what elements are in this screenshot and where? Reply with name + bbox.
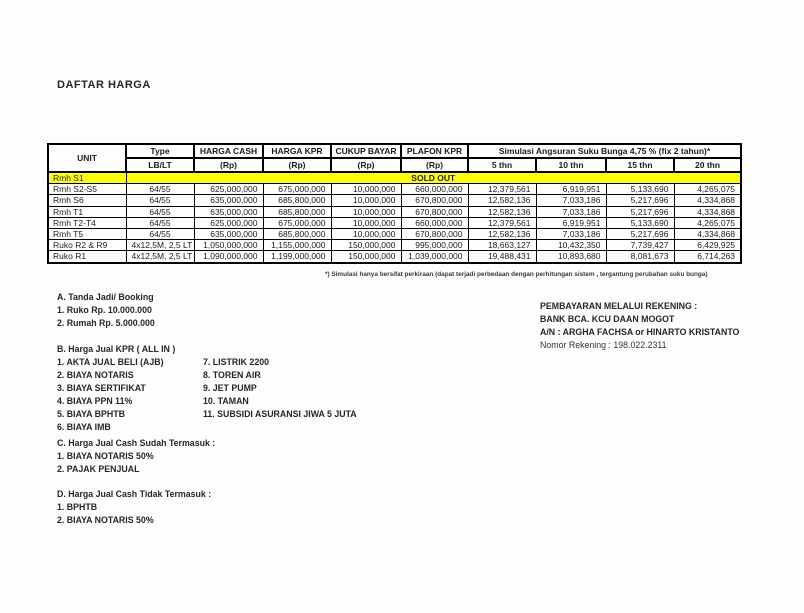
angsuran-15thn-cell: 7,739,427 — [606, 240, 674, 251]
unit-cell: Rmh S2-S5 — [48, 184, 126, 195]
angsuran-5thn-cell: 12,582,136 — [468, 229, 536, 240]
angsuran-10thn-cell: 10,893,680 — [536, 251, 606, 263]
list-item: 1. AKTA JUAL BELI (AJB) — [57, 357, 164, 367]
cukup-bayar-cell: 10,000,000 — [331, 217, 401, 228]
header-rp-cukup: (Rp) — [331, 158, 401, 172]
header-type: Type — [126, 144, 194, 158]
table-footnote: *) Simulasi hanya bersifat perkiraan (dapat terjadi perbedaan dengan perhitungan sistem , tergantung perubahan suku bunga) — [325, 271, 708, 278]
type-cell: 64/55 — [126, 229, 194, 240]
plafon-kpr-cell: 660,000,000 — [401, 184, 468, 195]
type-cell: 4x12,5M, 2,5 LT — [126, 251, 194, 263]
plafon-kpr-cell: 670,800,000 — [401, 229, 468, 240]
section-cash-excluded-items — [57, 501, 211, 527]
section-booking — [57, 291, 155, 330]
sold-out-banner: SOLD OUT — [126, 172, 741, 184]
header-lblt: LB/LT — [126, 158, 194, 172]
section-cash-excluded-title: D. Harga Jual Cash Tidak Termasuk : — [57, 489, 212, 499]
harga-kpr-cell: 675,000,000 — [263, 184, 331, 195]
harga-kpr-cell: 685,800,000 — [263, 206, 331, 217]
cukup-bayar-cell: 10,000,000 — [331, 229, 401, 240]
list-item: 2. Rumah Rp. 5.000.000 — [57, 318, 155, 328]
list-item: 11. SUBSIDI ASURANSI JIWA 5 JUTA — [203, 409, 357, 419]
harga-cash-cell: 635,000,000 — [194, 195, 263, 206]
header-rp-plafon: (Rp) — [401, 158, 468, 172]
harga-cash-cell: 625,000,000 — [194, 184, 263, 195]
angsuran-20thn-cell: 6,429,925 — [674, 240, 741, 251]
list-item: 2. BIAYA NOTARIS 50% — [57, 515, 154, 525]
header-rp-cash: (Rp) — [194, 158, 263, 172]
list-item: 10. TAMAN — [203, 396, 249, 406]
section-kpr-items-1 — [57, 356, 203, 434]
table-row — [48, 240, 741, 251]
angsuran-20thn-cell: 4,334,868 — [674, 206, 741, 217]
unit-cell: Rmh S1 — [48, 172, 126, 184]
header-unit: UNIT — [48, 144, 126, 172]
section-booking-items — [57, 304, 155, 330]
list-item: 6. BIAYA IMB — [57, 422, 111, 432]
price-table-header — [48, 144, 741, 172]
plafon-kpr-cell: 1,039,000,000 — [401, 251, 468, 263]
harga-kpr-cell: 685,800,000 — [263, 229, 331, 240]
unit-cell: Rmh T1 — [48, 206, 126, 217]
section-kpr-col1 — [57, 343, 203, 434]
angsuran-20thn-cell: 4,334,868 — [674, 195, 741, 206]
type-cell: 64/55 — [126, 206, 194, 217]
angsuran-15thn-cell: 5,133,690 — [606, 184, 674, 195]
section-cash-included-title: C. Harga Jual Cash Sudah Termasuk : — [57, 438, 216, 448]
unit-cell: Rmh S6 — [48, 195, 126, 206]
angsuran-10thn-cell: 10,432,350 — [536, 240, 606, 251]
angsuran-5thn-cell: 19,488,431 — [468, 251, 536, 263]
payment-account-number: Nomor Rekening : 198.022.2311 — [540, 340, 667, 350]
cukup-bayar-cell: 150,000,000 — [331, 251, 401, 263]
harga-cash-cell: 625,000,000 — [194, 217, 263, 228]
section-kpr-title: B. Harga Jual KPR ( ALL IN ) — [57, 344, 176, 354]
angsuran-20thn-cell: 6,714,263 — [674, 251, 741, 263]
angsuran-20thn-cell: 4,265,075 — [674, 184, 741, 195]
header-harga-cash: HARGA CASH — [194, 144, 263, 158]
header-tenor-15: 15 thn — [606, 158, 674, 172]
payment-heading: PEMBAYARAN MELALUI REKENING : — [540, 301, 698, 311]
angsuran-15thn-cell: 5,217,696 — [606, 195, 674, 206]
header-cukup-bayar: CUKUP BAYAR — [331, 144, 401, 158]
list-item: 2. PAJAK PENJUAL — [57, 464, 140, 474]
angsuran-10thn-cell: 7,033,186 — [536, 206, 606, 217]
table-row — [48, 229, 741, 240]
angsuran-15thn-cell: 8,081,673 — [606, 251, 674, 263]
unit-cell: Rmh T5 — [48, 229, 126, 240]
angsuran-10thn-cell: 7,033,186 — [536, 229, 606, 240]
unit-cell: Ruko R2 & R9 — [48, 240, 126, 251]
plafon-kpr-cell: 670,800,000 — [401, 195, 468, 206]
harga-cash-cell: 635,000,000 — [194, 206, 263, 217]
angsuran-10thn-cell: 6,919,951 — [536, 217, 606, 228]
list-item: 1. BPHTB — [57, 502, 98, 512]
price-table-body — [48, 172, 741, 263]
angsuran-20thn-cell: 4,265,075 — [674, 217, 741, 228]
cukup-bayar-cell: 10,000,000 — [331, 184, 401, 195]
plafon-kpr-cell: 660,000,000 — [401, 217, 468, 228]
angsuran-5thn-cell: 12,582,136 — [468, 206, 536, 217]
angsuran-15thn-cell: 5,217,696 — [606, 229, 674, 240]
page-title: DAFTAR HARGA — [57, 79, 151, 91]
list-item: 8. TOREN AIR — [203, 370, 261, 380]
harga-cash-cell: 635,000,000 — [194, 229, 263, 240]
table-row — [48, 195, 741, 206]
list-item: 3. BIAYA SERTIFIKAT — [57, 383, 146, 393]
plafon-kpr-cell: 670,800,000 — [401, 206, 468, 217]
unit-cell: Rmh T2-T4 — [48, 217, 126, 228]
section-cash-included — [57, 437, 215, 476]
angsuran-10thn-cell: 7,033,186 — [536, 195, 606, 206]
list-item: 4. BIAYA PPN 11% — [57, 396, 133, 406]
cukup-bayar-cell: 150,000,000 — [331, 240, 401, 251]
payment-bank: BANK BCA. KCU DAAN MOGOT — [540, 314, 675, 324]
type-cell: 64/55 — [126, 195, 194, 206]
section-booking-title: A. Tanda Jadi/ Booking — [57, 292, 154, 302]
angsuran-15thn-cell: 5,133,690 — [606, 217, 674, 228]
harga-kpr-cell: 1,199,000,000 — [263, 251, 331, 263]
header-harga-kpr: HARGA KPR — [263, 144, 331, 158]
harga-kpr-cell: 675,000,000 — [263, 217, 331, 228]
cukup-bayar-cell: 10,000,000 — [331, 206, 401, 217]
header-tenor-10: 10 thn — [536, 158, 606, 172]
price-table — [47, 143, 742, 264]
type-cell: 4x12,5M, 2,5 LT — [126, 240, 194, 251]
harga-kpr-cell: 685,800,000 — [263, 195, 331, 206]
table-row — [48, 251, 741, 263]
table-row — [48, 206, 741, 217]
angsuran-10thn-cell: 6,919,951 — [536, 184, 606, 195]
harga-cash-cell: 1,090,000,000 — [194, 251, 263, 263]
payment-account-name: A/N : ARGHA FACHSA or HINARTO KRISTANTO — [540, 327, 740, 337]
list-item: 9. JET PUMP — [203, 383, 257, 393]
angsuran-5thn-cell: 12,379,561 — [468, 184, 536, 195]
angsuran-20thn-cell: 4,334,868 — [674, 229, 741, 240]
list-item: 5. BIAYA BPHTB — [57, 409, 125, 419]
angsuran-5thn-cell: 12,379,561 — [468, 217, 536, 228]
plafon-kpr-cell: 995,000,000 — [401, 240, 468, 251]
section-kpr-col2 — [203, 356, 357, 434]
angsuran-15thn-cell: 5,217,696 — [606, 206, 674, 217]
header-tenor-5: 5 thn — [468, 158, 536, 172]
section-cash-excluded — [57, 488, 211, 527]
angsuran-5thn-cell: 18,663,127 — [468, 240, 536, 251]
harga-cash-cell: 1,050,000,000 — [194, 240, 263, 251]
header-simulasi: Simulasi Angsuran Suku Bunga 4,75 % (fix 2 tahun)* — [468, 144, 741, 158]
type-cell: 64/55 — [126, 217, 194, 228]
list-item: 7. LISTRIK 2200 — [203, 357, 270, 367]
list-item: 1. BIAYA NOTARIS 50% — [57, 451, 154, 461]
section-kpr — [57, 343, 357, 434]
cukup-bayar-cell: 10,000,000 — [331, 195, 401, 206]
unit-cell: Ruko R1 — [48, 251, 126, 263]
section-cash-included-items — [57, 450, 215, 476]
harga-kpr-cell: 1,155,000,000 — [263, 240, 331, 251]
header-plafon-kpr: PLAFON KPR — [401, 144, 468, 158]
sold-out-row — [48, 172, 741, 184]
header-rp-kpr: (Rp) — [263, 158, 331, 172]
payment-info — [540, 300, 739, 352]
table-row — [48, 184, 741, 195]
list-item: 2. BIAYA NOTARIS — [57, 370, 134, 380]
angsuran-5thn-cell: 12,582,136 — [468, 195, 536, 206]
type-cell: 64/55 — [126, 184, 194, 195]
list-item: 1. Ruko Rp. 10.000.000 — [57, 305, 152, 315]
table-row — [48, 217, 741, 228]
header-tenor-20: 20 thn — [674, 158, 741, 172]
